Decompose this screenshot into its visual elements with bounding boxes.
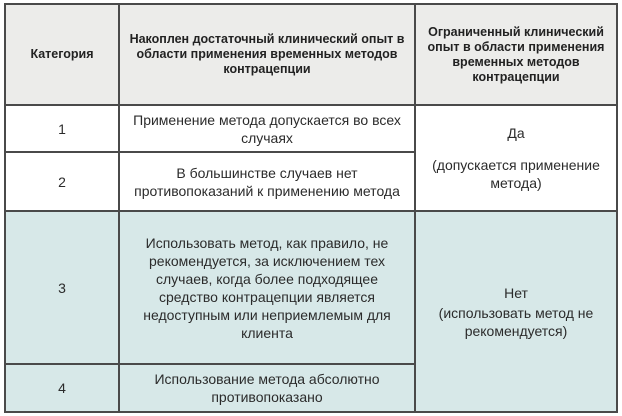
description-cell: Использование метода абсолютно противопоказано — [119, 364, 415, 412]
answer-yes: Да — [507, 125, 525, 141]
answer-no-note: (использовать метод не рекомендуется) — [438, 304, 594, 339]
description-cell: Применение метода допускается во всех случаях — [119, 105, 415, 152]
category-cell: 4 — [5, 364, 119, 412]
header-limited-experience: Ограниченный клинический опыт в области применения временных методов контрацепции — [415, 4, 617, 105]
answer-no: Нет — [504, 284, 528, 301]
header-category: Категория — [5, 4, 119, 105]
answer-yes-note: (допускается применение метода) — [432, 157, 600, 191]
table-row — [5, 105, 617, 152]
description-cell: В большинстве случаев нет противопоказаний к применению метода — [119, 152, 415, 211]
category-cell: 3 — [5, 211, 119, 364]
limited-answer-cell-no — [415, 211, 617, 412]
category-cell: 2 — [5, 152, 119, 211]
category-cell: 1 — [5, 105, 119, 152]
table-header-row — [5, 4, 617, 105]
description-cell: Использовать метод, как правило, не рекомендуется, за исключением тех случаев, когда более подходящее средство контрацепции является недоступным или неприемлемым для клиента — [119, 211, 415, 364]
contraception-categories-table — [4, 3, 618, 413]
header-sufficient-experience: Накоплен достаточный клинический опыт в области применения временных методов контрацепции — [119, 4, 415, 105]
limited-answer-cell-yes — [415, 105, 617, 211]
contraception-categories-table-frame — [4, 3, 616, 411]
table-row — [5, 211, 617, 364]
